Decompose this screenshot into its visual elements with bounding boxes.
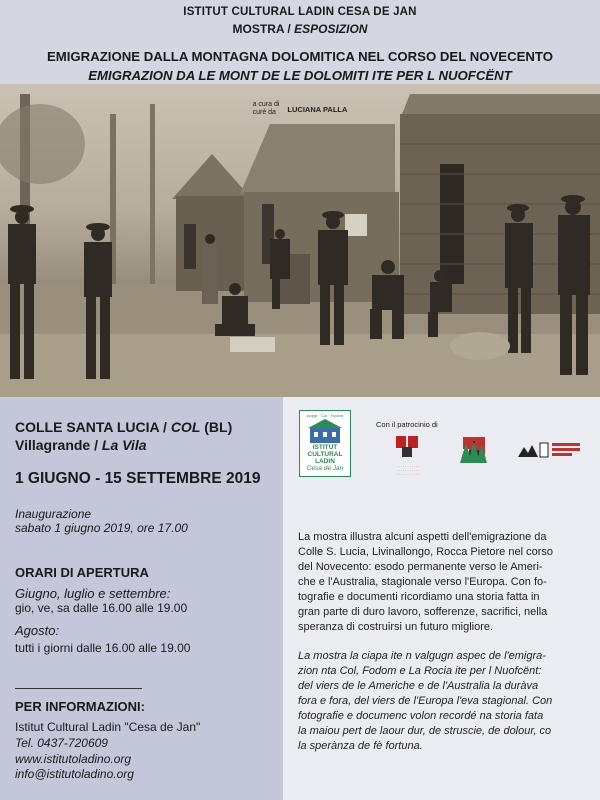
desc-lad-line: la sperànza de fè fortuna.	[298, 740, 423, 752]
header-band	[0, 0, 600, 84]
info-heading: PER INFORMAZIONI:	[15, 699, 145, 714]
logo-text	[300, 444, 350, 472]
description-ladin	[298, 649, 594, 754]
desc-it-line: del Novecento: esodo permanente verso le Ameri-	[298, 561, 543, 573]
summer-hours-value: gio, ve, sa dalle 16.00 alle 19.00	[15, 601, 188, 615]
curator-label-lad: curé da	[252, 109, 276, 116]
curator-credit	[0, 101, 600, 117]
logo-top-text: Anpgr · Col · Fodom	[306, 413, 344, 418]
curator-labels	[253, 101, 280, 117]
desc-it-line: Colle S. Lucia, Livinallongo, Rocca Pietore nel corso	[298, 546, 553, 558]
august-hours-label: Agosto:	[15, 623, 60, 638]
curator-label-it: a cura di	[252, 101, 280, 108]
info-website[interactable]: www.istitutoladino.org	[15, 752, 132, 766]
info-email[interactable]: info@istitutoladino.org	[15, 767, 134, 781]
photo-illustration	[0, 84, 600, 397]
location-line1	[15, 419, 232, 435]
summer-hours-label: Giugno, luglio e settembre:	[15, 586, 171, 601]
desc-it-line: che e l'Australia, stagionale verso l'Europa. Con fo-	[298, 576, 547, 588]
location-province: (BL)	[200, 419, 233, 435]
location-village-ladin: La Vila	[101, 437, 147, 453]
location-village: Villagrande /	[15, 437, 102, 453]
logo-line-2: CULTURAL	[307, 451, 343, 458]
desc-it-line: La mostra illustra alcuni aspetti dell'emigrazione da	[298, 531, 547, 543]
mostra-label: MOSTRA	[232, 22, 285, 36]
logo-building-icon	[300, 417, 350, 447]
desc-lad-line: zion nta Col, Fodom e La Rocia ite per l Nuofcënt:	[298, 665, 542, 677]
exhibition-dates: 1 GIUGNO - 15 SETTEMBRE 2019	[15, 470, 261, 487]
institute-name: ISTITUT CULTURAL LADIN CESA DE JAN	[183, 6, 417, 18]
info-organization: Istitut Cultural Ladin "Cesa de Jan"	[15, 720, 201, 734]
inauguration-date: sabato 1 giugno 2019, ore 17.00	[15, 521, 188, 535]
inauguration-label: Inaugurazione	[15, 507, 92, 521]
location-town-ladin: COL	[170, 419, 201, 435]
logo-line-1: ISTITUT	[312, 444, 338, 451]
coat-of-arms-icon	[395, 434, 419, 458]
desc-it-line: gran parte di duro lavoro, sofferenze, sacrifici, nella	[298, 606, 548, 618]
opening-hours-heading: ORARI DI APERTURA	[15, 565, 149, 580]
location-town: COLLE SANTA LUCIA /	[15, 419, 171, 435]
location-line2	[15, 437, 147, 453]
desc-it-line: tografie e documenti ricordiamo una storia fatta in	[298, 591, 540, 603]
belluno-trees-icon	[457, 437, 487, 467]
info-phone: Tel. 0437-720609	[15, 736, 108, 750]
exhibition-label: MOSTRA / ESPOSIZION	[232, 22, 368, 36]
title-ladin: EMIGRAZION DA LE MONT DE LE DOLOMITI ITE PER L NUOFCËNT	[88, 68, 512, 83]
logo-line-4: Cesa de Jan	[306, 465, 344, 472]
info-panel	[0, 397, 283, 800]
patronage-captions: · · · · · · · · · · · · · · · · · · · · · · · · · · · · · · · · ·	[396, 465, 420, 477]
desc-lad-line: del viers de le Americhe e de l'Australia la duràva	[298, 680, 539, 692]
patronage-label: Con il patrocinio di	[376, 420, 438, 429]
historic-photo	[0, 84, 600, 397]
description-panel	[283, 397, 600, 800]
description-italian	[298, 530, 594, 635]
curator-name: LUCIANA PALLA	[287, 104, 348, 114]
august-hours-value: tutti i giorni dalle 16.00 alle 19.00	[15, 641, 191, 655]
desc-it-line: speranza di costruirsi un futuro migliore.	[298, 621, 494, 633]
desc-lad-line: fora e fora, del viers de l'Europa l'eva stagional. Con	[298, 695, 553, 707]
divider	[15, 688, 142, 689]
sponsor-logo-icon	[516, 437, 586, 461]
title-italian: EMIGRAZIONE DALLA MONTAGNA DOLOMITICA NEL CORSO DEL NOVECENTO	[46, 49, 553, 64]
logo-line-3: LADIN	[315, 458, 335, 465]
desc-lad-line: la maiou pert de laour dur, de struscie, de dolour, co	[298, 725, 552, 737]
institute-logo	[299, 410, 351, 477]
desc-lad-line: La mostra la ciapa ite n valgugn aspec de l'emigra-	[298, 650, 546, 662]
esposizion-label: ESPOSIZION	[294, 22, 368, 36]
desc-lad-line: fotografie e documenc volon recordé na storia fata	[298, 710, 544, 722]
